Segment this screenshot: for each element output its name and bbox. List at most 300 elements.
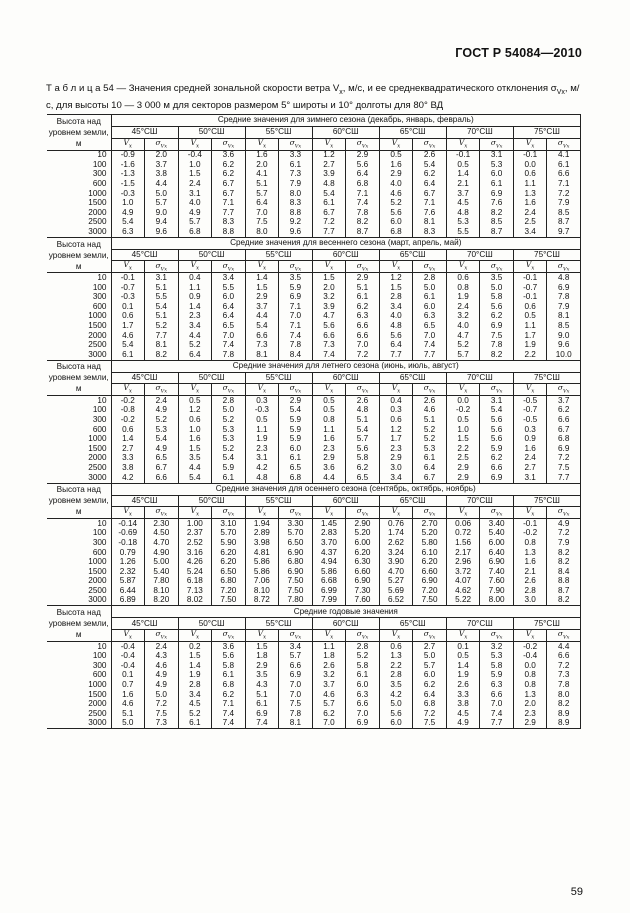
v-value-cell: 0.9	[513, 435, 547, 445]
v-value-cell: 2.2	[513, 350, 547, 360]
v-value-cell: 7.3	[312, 341, 346, 351]
sigma-header: $\sigma_{Vx}$	[547, 507, 581, 519]
sigma-value-cell: 3.40	[480, 519, 514, 529]
latitude-header: 60°СШ	[312, 618, 379, 630]
v-value-cell: 2.6	[446, 680, 480, 690]
table-row	[47, 150, 581, 160]
sigma-value-cell: 4.9	[145, 444, 179, 454]
sigma-value-cell: 5.7	[346, 435, 380, 445]
v-value-cell: -1.3	[111, 170, 145, 180]
sigma-value-cell: 8.1	[547, 312, 581, 322]
sigma-value-cell: 4.4	[145, 179, 179, 189]
sigma-value-cell: 7.2	[547, 529, 581, 539]
table-row	[47, 170, 581, 180]
v-value-cell: 2.8	[513, 586, 547, 596]
sigma-value-cell: 5.0	[480, 283, 514, 293]
sigma-header: $\sigma_{Vx}$	[212, 507, 246, 519]
sigma-value-cell: 5.8	[212, 661, 246, 671]
table-row	[47, 198, 581, 208]
sigma-value-cell: 7.6	[480, 198, 514, 208]
v-value-cell: 1.3	[513, 189, 547, 199]
sigma-value-cell: 3.30	[279, 519, 313, 529]
sigma-value-cell: 6.20	[212, 548, 246, 558]
height-cell: 300	[47, 170, 111, 180]
height-cell: 300	[47, 538, 111, 548]
v-value-cell: 0.3	[513, 425, 547, 435]
v-value-cell: 3.4	[379, 473, 413, 483]
sigma-value-cell: 3.1	[480, 150, 514, 160]
v-value-cell: 1.9	[446, 671, 480, 681]
height-header: Высота над уровнем земли, м	[47, 606, 111, 642]
v-value-cell: 3.72	[446, 567, 480, 577]
v-value-cell: -0.4	[111, 651, 145, 661]
sigma-value-cell: 5.90	[212, 538, 246, 548]
sigma-value-cell: 6.90	[480, 557, 514, 567]
sigma-value-cell: 6.1	[413, 293, 447, 303]
sigma-value-cell: 9.6	[547, 341, 581, 351]
v-value-cell: 1.7	[379, 435, 413, 445]
sigma-value-cell: 7.1	[279, 321, 313, 331]
sigma-value-cell: 6.1	[279, 454, 313, 464]
v-value-cell: 7.4	[245, 719, 279, 729]
v-value-cell: 1.7	[513, 331, 547, 341]
height-cell: 3000	[47, 473, 111, 483]
latitude-header-row	[47, 618, 581, 630]
sigma-header: $\sigma_{Vx}$	[279, 507, 313, 519]
sigma-value-cell: 5.8	[346, 454, 380, 464]
sigma-value-cell: 5.0	[413, 651, 447, 661]
height-cell: 3000	[47, 719, 111, 729]
sigma-value-cell: 5.5	[212, 283, 246, 293]
sigma-value-cell: 6.1	[279, 160, 313, 170]
document-header: ГОСТ Р 54084—2010	[455, 46, 582, 60]
v-header: $V_x$	[111, 629, 145, 641]
v-value-cell: 3.16	[178, 548, 212, 558]
sigma-value-cell: 6.1	[346, 293, 380, 303]
sigma-value-cell: 6.80	[279, 557, 313, 567]
v-value-cell: 5.7	[178, 218, 212, 228]
sigma-value-cell: 7.5	[480, 331, 514, 341]
v-value-cell: -0.69	[111, 529, 145, 539]
v-value-cell: 1.9	[446, 293, 480, 303]
sigma-value-cell: 6.3	[346, 690, 380, 700]
v-value-cell: -0.4	[513, 651, 547, 661]
v-value-cell: 8.1	[245, 350, 279, 360]
sigma-value-cell: 6.90	[413, 577, 447, 587]
sigma-value-cell: 7.5	[279, 699, 313, 709]
sigma-value-cell: 3.3	[279, 150, 313, 160]
v-header: $V_x$	[513, 507, 547, 519]
sigma-value-cell: 7.1	[413, 198, 447, 208]
v-value-cell: 0.6	[111, 312, 145, 322]
sigma-value-cell: 6.9	[279, 671, 313, 681]
sigma-value-cell: 6.5	[346, 473, 380, 483]
v-value-cell: 2.3	[379, 444, 413, 454]
sigma-value-cell: 8.1	[413, 218, 447, 228]
sigma-value-cell: 9.0	[547, 331, 581, 341]
v-value-cell: 1.0	[178, 425, 212, 435]
v-value-cell: 4.9	[178, 208, 212, 218]
v-value-cell: 3.7	[446, 189, 480, 199]
table-row	[47, 463, 581, 473]
v-value-cell: 1.5	[379, 283, 413, 293]
sigma-value-cell: 7.4	[212, 341, 246, 351]
v-value-cell: 1.56	[446, 538, 480, 548]
sigma-value-cell: 5.70	[212, 529, 246, 539]
sigma-value-cell: 6.0	[279, 444, 313, 454]
sigma-value-cell: 8.20	[145, 596, 179, 606]
sigma-value-cell: 6.1	[346, 671, 380, 681]
sigma-value-cell: 6.7	[145, 463, 179, 473]
v-value-cell: -0.7	[111, 283, 145, 293]
height-header: Высота над уровнем земли, м	[47, 360, 111, 396]
sigma-value-cell: 5.6	[480, 415, 514, 425]
sigma-value-cell: 4.70	[145, 538, 179, 548]
height-cell: 600	[47, 179, 111, 189]
table-caption: Т а б л и ц а 54 — Значения средней зональной скорости ветра $V_x$, м/с, и ее среднеквадратического отклонения $\sigma_{Vx}$, м/с, для высоты 10 — 3 000 м для секторов размером 5° широты и 10° долготы для 80° ВД	[46, 83, 580, 111]
sigma-value-cell: 6.4	[346, 170, 380, 180]
sigma-value-cell: 6.4	[413, 179, 447, 189]
v-value-cell: 0.6	[513, 302, 547, 312]
v-value-cell: 5.0	[111, 719, 145, 729]
v-value-cell: -0.2	[513, 641, 547, 651]
section-title: Средние годовые значения	[111, 606, 581, 618]
sigma-value-cell: 6.8	[212, 680, 246, 690]
sigma-value-cell: 6.8	[346, 179, 380, 189]
latitude-header: 55°СШ	[245, 495, 312, 507]
table-row	[47, 680, 581, 690]
sigma-value-cell: 5.1	[413, 415, 447, 425]
v-value-cell: 5.7	[312, 699, 346, 709]
sigma-value-cell: 7.8	[279, 341, 313, 351]
sigma-value-cell: 6.6	[547, 651, 581, 661]
v-value-cell: 1.1	[513, 179, 547, 189]
sigma-value-cell: 5.4	[480, 406, 514, 416]
sigma-value-cell: 3.7	[547, 396, 581, 406]
sigma-value-cell: 5.2	[212, 444, 246, 454]
v-value-cell: 1.9	[513, 341, 547, 351]
v-value-cell: 4.9	[446, 719, 480, 729]
sigma-value-cell: 6.0	[480, 170, 514, 180]
sigma-value-cell: 6.1	[480, 179, 514, 189]
height-cell: 100	[47, 529, 111, 539]
height-cell: 2000	[47, 699, 111, 709]
sigma-value-cell: 5.70	[279, 529, 313, 539]
v-value-cell: -0.1	[513, 293, 547, 303]
v-value-cell: 1.2	[379, 425, 413, 435]
sigma-value-cell: 2.6	[413, 150, 447, 160]
v-value-cell: 2.4	[446, 302, 480, 312]
sigma-value-cell: 6.30	[346, 557, 380, 567]
v-value-cell: 8.0	[245, 227, 279, 237]
sigma-value-cell: 6.6	[480, 690, 514, 700]
v-value-cell: 5.7	[245, 189, 279, 199]
sigma-value-cell: 6.1	[212, 671, 246, 681]
v-value-cell: 3.90	[379, 557, 413, 567]
v-value-cell: 4.4	[178, 331, 212, 341]
sigma-value-cell: 8.8	[547, 577, 581, 587]
sigma-value-cell: 7.50	[212, 596, 246, 606]
v-value-cell: 5.2	[178, 709, 212, 719]
sigma-value-cell: 7.3	[279, 170, 313, 180]
height-cell: 1500	[47, 198, 111, 208]
sigma-value-cell: 8.0	[279, 189, 313, 199]
sigma-value-cell: 6.3	[346, 312, 380, 322]
v-value-cell: 4.6	[111, 699, 145, 709]
v-value-cell: 0.5	[312, 406, 346, 416]
sigma-header: $\sigma_{Vx}$	[346, 384, 380, 396]
v-value-cell: 5.86	[245, 567, 279, 577]
v-value-cell: 2.32	[111, 567, 145, 577]
sigma-value-cell: 7.5	[413, 719, 447, 729]
v-value-cell: 4.8	[312, 179, 346, 189]
v-value-cell: 2.9	[379, 170, 413, 180]
height-cell: 3000	[47, 596, 111, 606]
height-cell: 10	[47, 273, 111, 283]
v-value-cell: 6.68	[312, 577, 346, 587]
sigma-header: $\sigma_{Vx}$	[346, 138, 380, 150]
sigma-value-cell: 9.2	[279, 218, 313, 228]
sigma-value-cell: 7.6	[413, 208, 447, 218]
height-cell: 1500	[47, 567, 111, 577]
v-value-cell: 6.6	[312, 331, 346, 341]
sigma-value-cell: 5.6	[346, 160, 380, 170]
sigma-value-cell: 7.4	[212, 709, 246, 719]
v-value-cell: 2.7	[111, 444, 145, 454]
sigma-value-cell: 6.80	[212, 577, 246, 587]
height-cell: 3000	[47, 227, 111, 237]
sigma-value-cell: 7.3	[547, 671, 581, 681]
v-value-cell: 3.2	[446, 312, 480, 322]
v-value-cell: 4.6	[111, 331, 145, 341]
sigma-value-cell: 6.9	[346, 719, 380, 729]
latitude-header: 50°СШ	[178, 127, 245, 139]
sigma-value-cell: 8.2	[547, 596, 581, 606]
v-value-cell: 7.99	[312, 596, 346, 606]
sigma-header: $\sigma_{Vx}$	[413, 384, 447, 396]
v-value-cell: 3.98	[245, 538, 279, 548]
section-title-row	[47, 606, 581, 618]
sigma-value-cell: 5.2	[413, 425, 447, 435]
sigma-value-cell: 5.6	[346, 444, 380, 454]
sigma-value-cell: 3.4	[279, 641, 313, 651]
sigma-value-cell: 6.2	[212, 690, 246, 700]
table-row	[47, 699, 581, 709]
v-value-cell: 0.76	[379, 519, 413, 529]
sigma-value-cell: 7.80	[279, 596, 313, 606]
sigma-value-cell: 5.3	[145, 425, 179, 435]
v-value-cell: -0.2	[446, 406, 480, 416]
sigma-value-cell: 5.2	[145, 321, 179, 331]
sigma-header: $\sigma_{Vx}$	[346, 507, 380, 519]
latitude-header: 60°СШ	[312, 127, 379, 139]
v-value-cell: 5.6	[312, 321, 346, 331]
v-value-cell: 0.72	[446, 529, 480, 539]
v-value-cell: 2.9	[379, 454, 413, 464]
v-value-cell: 0.4	[379, 396, 413, 406]
v-value-cell: -1.5	[111, 179, 145, 189]
sigma-value-cell: 7.5	[547, 463, 581, 473]
sigma-value-cell: 6.60	[413, 567, 447, 577]
sigma-header: $\sigma_{Vx}$	[145, 384, 179, 396]
v-value-cell: 4.70	[379, 567, 413, 577]
sigma-value-cell: 5.4	[279, 406, 313, 416]
sigma-value-cell: 8.7	[547, 218, 581, 228]
v-header: $V_x$	[245, 384, 279, 396]
v-value-cell: -0.18	[111, 538, 145, 548]
height-cell: 600	[47, 671, 111, 681]
v-value-cell: 0.3	[379, 406, 413, 416]
sigma-value-cell: 3.7	[145, 160, 179, 170]
sigma-value-cell: 7.1	[279, 302, 313, 312]
table-row	[47, 548, 581, 558]
sigma-value-cell: 7.8	[480, 341, 514, 351]
sigma-value-cell: 4.6	[413, 406, 447, 416]
latitude-header: 50°СШ	[178, 249, 245, 261]
sigma-value-cell: 2.70	[413, 519, 447, 529]
table-row	[47, 321, 581, 331]
v-header: $V_x$	[111, 261, 145, 273]
v-value-cell: 5.2	[379, 198, 413, 208]
sigma-value-cell: 2.8	[413, 273, 447, 283]
table-row	[47, 444, 581, 454]
sigma-header: $\sigma_{Vx}$	[145, 138, 179, 150]
v-value-cell: 6.0	[379, 719, 413, 729]
v-value-cell: 2.3	[178, 312, 212, 322]
sigma-header: $\sigma_{Vx}$	[413, 507, 447, 519]
sigma-value-cell: 5.3	[413, 444, 447, 454]
v-value-cell: 4.7	[446, 331, 480, 341]
height-cell: 100	[47, 406, 111, 416]
sigma-value-cell: 8.00	[480, 596, 514, 606]
v-value-cell: 2.4	[178, 179, 212, 189]
sigma-value-cell: 5.7	[145, 198, 179, 208]
sigma-value-cell: 5.8	[480, 661, 514, 671]
sigma-value-cell: 8.5	[547, 208, 581, 218]
sigma-value-cell: 5.8	[480, 293, 514, 303]
v-value-cell: 0.8	[446, 283, 480, 293]
v-value-cell: 1.5	[178, 444, 212, 454]
sigma-value-cell: 4.6	[145, 661, 179, 671]
sigma-value-cell: 5.3	[480, 160, 514, 170]
v-value-cell: 4.2	[245, 463, 279, 473]
v-value-cell: 1.8	[245, 651, 279, 661]
height-header: Высота над уровнем земли, м	[47, 237, 111, 273]
latitude-header: 55°СШ	[245, 372, 312, 384]
sigma-value-cell: 7.30	[346, 586, 380, 596]
latitude-header: 75°СШ	[513, 495, 580, 507]
sigma-header: $\sigma_{Vx}$	[547, 384, 581, 396]
sigma-value-cell: 6.9	[547, 283, 581, 293]
sigma-value-cell: 6.6	[346, 331, 380, 341]
v-value-cell: 5.6	[379, 208, 413, 218]
height-cell: 2500	[47, 586, 111, 596]
table-row	[47, 293, 581, 303]
sigma-value-cell: 8.8	[279, 208, 313, 218]
v-value-cell: 1.8	[312, 651, 346, 661]
v-header: $V_x$	[111, 507, 145, 519]
sigma-header: $\sigma_{Vx}$	[547, 629, 581, 641]
v-header: $V_x$	[178, 507, 212, 519]
sigma-value-cell: 8.2	[547, 548, 581, 558]
v-value-cell: 0.6	[111, 425, 145, 435]
table-row	[47, 567, 581, 577]
sigma-value-cell: 5.4	[145, 435, 179, 445]
height-cell: 2500	[47, 218, 111, 228]
v-value-cell: 1.74	[379, 529, 413, 539]
latitude-header: 45°СШ	[111, 372, 178, 384]
sigma-value-cell: 3.2	[480, 641, 514, 651]
height-cell: 600	[47, 548, 111, 558]
v-value-cell: 0.8	[513, 680, 547, 690]
sigma-value-cell: 5.9	[279, 435, 313, 445]
sigma-header: $\sigma_{Vx}$	[480, 138, 514, 150]
v-header: $V_x$	[245, 507, 279, 519]
sigma-value-cell: 6.00	[480, 538, 514, 548]
v-value-cell: 0.7	[111, 680, 145, 690]
sigma-value-cell: 7.8	[547, 680, 581, 690]
v-value-cell: 1.5	[178, 170, 212, 180]
height-cell: 1000	[47, 557, 111, 567]
sigma-value-cell: 6.2	[346, 463, 380, 473]
sigma-value-cell: 9.4	[145, 218, 179, 228]
v-value-cell: 0.8	[312, 415, 346, 425]
sigma-value-cell: 2.9	[279, 396, 313, 406]
height-cell: 1000	[47, 680, 111, 690]
sigma-value-cell: 3.10	[212, 519, 246, 529]
height-cell: 3000	[47, 350, 111, 360]
v-value-cell: 3.8	[446, 699, 480, 709]
sigma-value-cell: 5.1	[145, 283, 179, 293]
sigma-value-cell: 6.5	[212, 321, 246, 331]
height-cell: 2000	[47, 208, 111, 218]
table-row	[47, 208, 581, 218]
v-value-cell: 1.3	[513, 548, 547, 558]
v-value-cell: 5.69	[379, 586, 413, 596]
v-value-cell: 0.5	[312, 396, 346, 406]
table-row	[47, 519, 581, 529]
v-value-cell: 1.6	[513, 444, 547, 454]
sigma-value-cell: 8.8	[212, 227, 246, 237]
sigma-value-cell: 6.10	[413, 548, 447, 558]
v-value-cell: -0.5	[513, 396, 547, 406]
section-title: Средние значения для осеннего сезона (сентябрь, октябрь, ноябрь)	[111, 483, 581, 495]
v-value-cell: 2.37	[178, 529, 212, 539]
v-value-cell: 6.4	[379, 341, 413, 351]
height-header: Высота над уровнем земли, м	[47, 115, 111, 151]
v-value-cell: 6.0	[379, 218, 413, 228]
v-value-cell: 3.4	[379, 302, 413, 312]
table-row	[47, 302, 581, 312]
sigma-value-cell: 6.1	[413, 454, 447, 464]
sigma-value-cell: 9.6	[279, 227, 313, 237]
v-value-cell: 4.8	[379, 321, 413, 331]
v-value-cell: -0.7	[513, 283, 547, 293]
sigma-header: $\sigma_{Vx}$	[346, 261, 380, 273]
sigma-header: $\sigma_{Vx}$	[547, 261, 581, 273]
sigma-value-cell: 4.9	[547, 519, 581, 529]
v-header: $V_x$	[379, 384, 413, 396]
v-value-cell: -0.2	[111, 415, 145, 425]
v-value-cell: 4.1	[245, 170, 279, 180]
v-value-cell: 3.9	[312, 302, 346, 312]
v-value-cell: 2.8	[379, 293, 413, 303]
v-value-cell: 0.3	[245, 396, 279, 406]
sigma-value-cell: 6.9	[547, 444, 581, 454]
sigma-value-cell: 5.4	[212, 454, 246, 464]
sigma-value-cell: 8.3	[413, 227, 447, 237]
sigma-value-cell: 3.6	[212, 641, 246, 651]
